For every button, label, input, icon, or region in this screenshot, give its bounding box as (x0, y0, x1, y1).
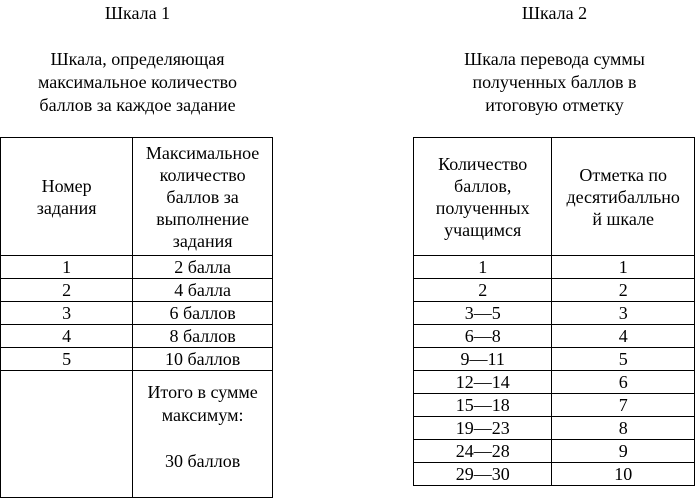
task-number-cell: 1 (1, 256, 133, 279)
points-cell: 12—14 (414, 371, 552, 394)
header-line: количество (159, 164, 246, 185)
scale2-desc-line: Шкала перевода суммы (464, 49, 645, 69)
header-line: Номер (41, 175, 92, 196)
max-points-table (0, 137, 273, 498)
max-points-cell: 8 баллов (133, 325, 273, 348)
header-task-number (1, 138, 133, 256)
grade-cell: 2 (552, 279, 695, 302)
table-row (414, 256, 695, 279)
header-line: задания (36, 197, 97, 218)
max-points-cell: 4 балла (133, 279, 273, 302)
header-points-received (414, 138, 552, 256)
header-line: задания (172, 230, 233, 251)
max-points-cell: 6 баллов (133, 302, 273, 325)
scale1-desc-line: баллов за каждое задание (39, 95, 236, 115)
total-label-line: Итого в сумме (147, 382, 258, 402)
header-line: полученных (435, 197, 530, 218)
table-row (414, 348, 695, 371)
points-cell: 9—11 (414, 348, 552, 371)
header-line: Количество (438, 153, 528, 174)
points-cell: 3—5 (414, 302, 552, 325)
header-line: Отметка по (579, 164, 668, 185)
total-value: 30 баллов (164, 451, 241, 471)
grade-conversion-table (413, 137, 695, 486)
task-number-cell: 5 (1, 348, 133, 371)
task-number-cell: 2 (1, 279, 133, 302)
table-row (414, 394, 695, 417)
total-label-line: максимум: (161, 405, 244, 425)
points-cell: 1 (414, 256, 552, 279)
grade-cell: 10 (552, 463, 695, 486)
header-line: баллов, (454, 175, 512, 196)
total-cell (133, 371, 273, 498)
points-cell: 24—28 (414, 440, 552, 463)
points-cell: 15—18 (414, 394, 552, 417)
max-points-cell: 10 баллов (133, 348, 273, 371)
scale1-caption (0, 2, 275, 117)
table-row (1, 348, 273, 371)
header-line: учащимся (444, 219, 522, 240)
table-row (1, 325, 273, 348)
header-line: выполнение (156, 208, 250, 229)
grade-cell: 1 (552, 256, 695, 279)
points-cell: 29—30 (414, 463, 552, 486)
scale2-desc-line: итоговую отметку (485, 95, 624, 115)
grade-cell: 3 (552, 302, 695, 325)
grade-cell: 6 (552, 371, 695, 394)
table-row (414, 302, 695, 325)
grade-cell: 7 (552, 394, 695, 417)
task-number-cell: 3 (1, 302, 133, 325)
grade-cell: 4 (552, 325, 695, 348)
header-line: десятибалльно (566, 186, 680, 207)
header-grade (552, 138, 695, 256)
grade-cell: 5 (552, 348, 695, 371)
scale2-caption (412, 2, 697, 117)
table-row (414, 371, 695, 394)
task-number-cell: 4 (1, 325, 133, 348)
grade-cell: 8 (552, 417, 695, 440)
max-points-cell: 2 балла (133, 256, 273, 279)
scale2-title: Шкала 2 (521, 3, 588, 23)
scale1-desc-line: Шкала, определяющая (50, 49, 225, 69)
table-row (414, 279, 695, 302)
scale1-title: Шкала 1 (104, 3, 171, 23)
total-row (1, 371, 273, 498)
header-line: Максимальное (145, 142, 260, 163)
table-row (414, 325, 695, 348)
points-cell: 6—8 (414, 325, 552, 348)
table-row (1, 302, 273, 325)
table-row (414, 463, 695, 486)
table-header-row (414, 138, 695, 256)
grade-cell: 9 (552, 440, 695, 463)
header-max-points (133, 138, 273, 256)
total-empty-cell (1, 371, 133, 498)
points-cell: 2 (414, 279, 552, 302)
header-line: й шкале (592, 208, 654, 229)
table-row (414, 417, 695, 440)
table-row (1, 256, 273, 279)
scale1-desc-line: максимальное количество (37, 72, 238, 92)
table-row (414, 440, 695, 463)
table-header-row (1, 138, 273, 256)
scale2-desc-line: полученных баллов в (472, 72, 637, 92)
header-line: баллов за (166, 186, 239, 207)
table-row (1, 279, 273, 302)
points-cell: 19—23 (414, 417, 552, 440)
